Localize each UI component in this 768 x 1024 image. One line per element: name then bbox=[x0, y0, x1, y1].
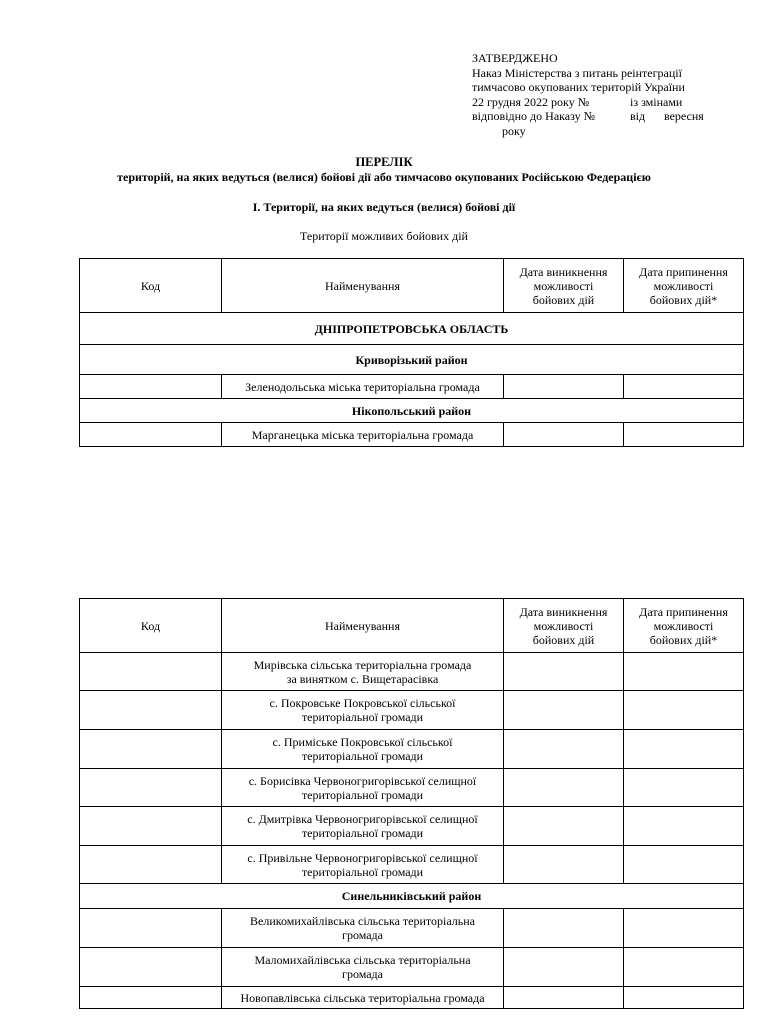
code-cell bbox=[80, 730, 222, 769]
table-header-row bbox=[80, 259, 744, 313]
start-date-cell bbox=[504, 948, 624, 987]
start-date-cell bbox=[504, 653, 624, 691]
approval-order-line: Наказ Міністерства з питань реінтеграції bbox=[472, 65, 682, 80]
name-cell bbox=[222, 653, 504, 691]
code-cell bbox=[80, 948, 222, 987]
approval-block bbox=[472, 51, 722, 138]
start-date-cell bbox=[504, 807, 624, 846]
header-start-line1: Дата виникнення bbox=[519, 604, 608, 619]
name-cell bbox=[222, 846, 504, 884]
header-end-line2: можливості bbox=[653, 618, 714, 633]
code-cell bbox=[80, 807, 222, 846]
approval-changes: із змінами bbox=[630, 94, 683, 109]
start-date-cell bbox=[504, 769, 624, 807]
header-end-date bbox=[624, 599, 744, 653]
start-date-cell bbox=[504, 423, 624, 447]
name-cell bbox=[222, 769, 504, 807]
header-end-line3: бойових дій* bbox=[649, 292, 718, 307]
name-cell: Новопавлівська сільська територіальна громада bbox=[222, 987, 504, 1009]
header-start-line2: можливості bbox=[533, 618, 594, 633]
district-row bbox=[80, 884, 744, 909]
name-line1: Маломихайлівська сільська територіальна bbox=[254, 953, 471, 967]
name-cell: Марганецька міська територіальна громада bbox=[222, 423, 504, 447]
code-cell bbox=[80, 375, 222, 399]
district-row bbox=[80, 399, 744, 423]
code-cell bbox=[80, 769, 222, 807]
header-code: Код bbox=[80, 259, 222, 313]
approval-reference-line bbox=[472, 109, 722, 124]
name-line1: с. Приміське Покровської сільської bbox=[272, 735, 453, 749]
name-cell bbox=[222, 807, 504, 846]
approval-month: вересня bbox=[664, 109, 704, 123]
code-cell bbox=[80, 653, 222, 691]
header-code: Код bbox=[80, 599, 222, 653]
table-row bbox=[80, 807, 744, 846]
name-line1: Великомихайлівська сільська територіальна bbox=[250, 914, 475, 928]
district-name: Криворізький район bbox=[80, 345, 744, 375]
name-line1: с. Привільне Червоногригорівської селищної bbox=[247, 850, 478, 865]
approval-date: 22 грудня 2022 року № bbox=[472, 94, 590, 109]
code-cell bbox=[80, 691, 222, 730]
table-row bbox=[80, 948, 744, 987]
header-start-line2: можливості bbox=[533, 278, 594, 293]
table-row bbox=[80, 987, 744, 1009]
approval-ministry-line: тимчасово окупованих територій України bbox=[472, 80, 685, 94]
district-name: Нікопольський район bbox=[80, 399, 744, 423]
header-start-date bbox=[504, 599, 624, 653]
end-date-cell bbox=[624, 987, 744, 1009]
start-date-cell bbox=[504, 987, 624, 1009]
code-cell bbox=[80, 987, 222, 1009]
header-name: Найменування bbox=[222, 259, 504, 313]
header-start-line1: Дата виникнення bbox=[519, 264, 608, 279]
name-line2: громада bbox=[342, 967, 383, 981]
header-end-line2: можливості bbox=[653, 278, 714, 293]
name-line1: Мирівська сільська територіальна громада bbox=[253, 657, 472, 672]
name-line2: за винятком с. Вищетарасівка bbox=[286, 671, 439, 686]
code-cell bbox=[80, 846, 222, 884]
name-line2: територіальної громади bbox=[301, 787, 424, 802]
header-end-line3: бойових дій* bbox=[649, 632, 718, 647]
end-date-cell bbox=[624, 653, 744, 691]
approval-year-line: року bbox=[502, 123, 526, 138]
end-date-cell bbox=[624, 846, 744, 884]
name-cell: Зеленодольська міська територіальна громада bbox=[222, 375, 504, 399]
start-date-cell bbox=[504, 730, 624, 769]
name-line1: с. Дмитрівка Червоногригорівської селищної bbox=[247, 812, 478, 826]
document-subtitle: територій, на яких ведуться (велися) бойові дії або тимчасово окупованих Російською Федерацією bbox=[117, 170, 651, 184]
end-date-cell bbox=[624, 909, 744, 948]
table-header-row bbox=[80, 599, 744, 653]
name-line2: територіальної громади bbox=[301, 710, 424, 724]
header-start-line3: бойових дій bbox=[532, 632, 595, 647]
name-line2: територіальної громади bbox=[301, 864, 424, 879]
table-row bbox=[80, 909, 744, 948]
name-cell bbox=[222, 948, 504, 987]
table-row bbox=[80, 423, 744, 447]
table-row bbox=[80, 375, 744, 399]
oblast-row bbox=[80, 313, 744, 345]
name-cell bbox=[222, 730, 504, 769]
end-date-cell bbox=[624, 375, 744, 399]
end-date-cell bbox=[624, 948, 744, 987]
approval-date-line bbox=[472, 95, 722, 110]
territories-table-1 bbox=[79, 258, 744, 447]
start-date-cell bbox=[504, 846, 624, 884]
table-row bbox=[80, 653, 744, 691]
header-start-line3: бойових дій bbox=[532, 292, 595, 307]
approval-heading: ЗАТВЕРДЖЕНО bbox=[472, 51, 558, 65]
code-cell bbox=[80, 423, 222, 447]
district-row bbox=[80, 345, 744, 375]
name-line1: с. Борисівка Червоногригорівської селищної bbox=[248, 773, 477, 788]
approval-from: від bbox=[630, 109, 646, 123]
name-cell bbox=[222, 691, 504, 730]
table-row bbox=[80, 691, 744, 730]
name-line2: територіальної громади bbox=[301, 749, 424, 763]
end-date-cell bbox=[624, 423, 744, 447]
start-date-cell bbox=[504, 375, 624, 399]
section-title: I. Території, на яких ведуться (велися) бойові дії bbox=[252, 200, 516, 214]
subsection-title: Території можливих бойових дій bbox=[300, 229, 468, 243]
name-line1: с. Покровське Покровської сільської bbox=[269, 696, 456, 710]
document-title: ПЕРЕЛІК bbox=[355, 155, 413, 169]
table-row bbox=[80, 769, 744, 807]
name-line2: громада bbox=[342, 928, 383, 942]
oblast-name: ДНІПРОПЕТРОВСЬКА ОБЛАСТЬ bbox=[80, 313, 744, 345]
end-date-cell bbox=[624, 691, 744, 730]
approval-reference: відповідно до Наказу № bbox=[472, 109, 596, 123]
header-start-date bbox=[504, 259, 624, 313]
end-date-cell bbox=[624, 730, 744, 769]
header-end-line1: Дата припинення bbox=[639, 264, 728, 279]
district-name: Синельниківський район bbox=[80, 884, 744, 909]
end-date-cell bbox=[624, 769, 744, 807]
header-end-date bbox=[624, 259, 744, 313]
start-date-cell bbox=[504, 909, 624, 948]
table-row bbox=[80, 730, 744, 769]
code-cell bbox=[80, 909, 222, 948]
name-line2: територіальної громади bbox=[301, 826, 424, 840]
table-row bbox=[80, 846, 744, 884]
header-name: Найменування bbox=[222, 599, 504, 653]
name-cell bbox=[222, 909, 504, 948]
end-date-cell bbox=[624, 807, 744, 846]
start-date-cell bbox=[504, 691, 624, 730]
territories-table-2 bbox=[79, 598, 744, 1009]
header-end-line1: Дата припинення bbox=[639, 604, 728, 619]
